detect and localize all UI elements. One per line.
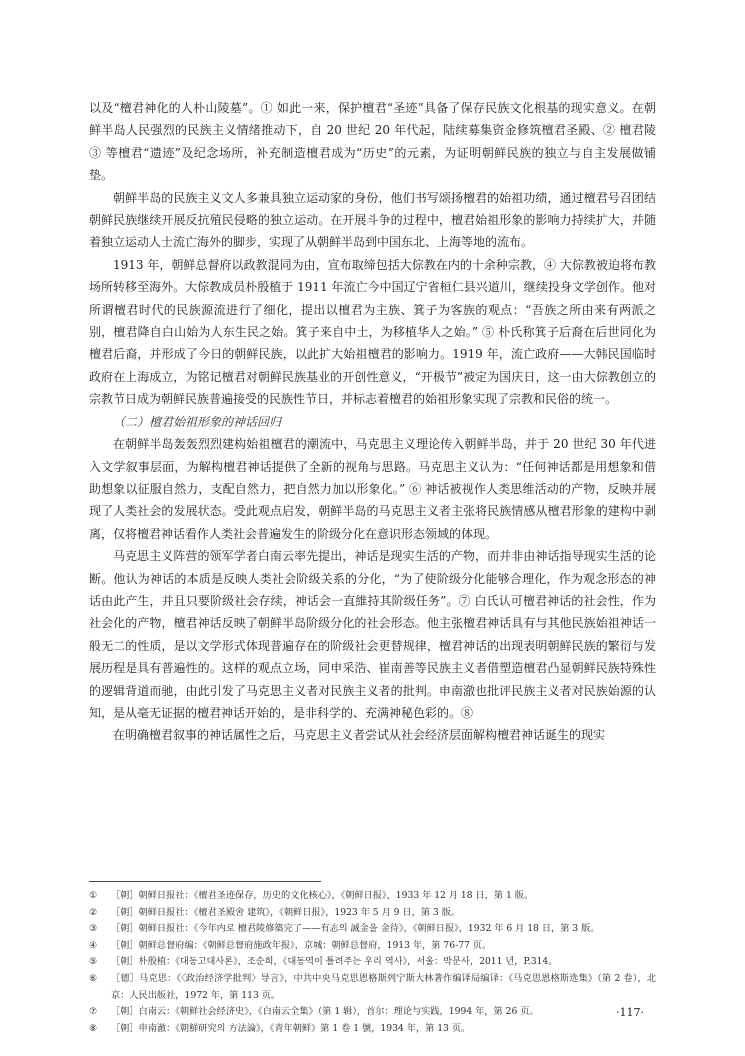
footnote-item — [89, 971, 656, 1004]
body-paragraph-3: 1913 年，朝鲜总督府以政教混同为由，宣布取缔包括大倧教在内的十余种宗教，④ 大倧教被迫将布教场所转移至海外。大倧教成员朴殷植于 1911 年流亡今中国辽宁省桓仁县兴道川，继续投身文学创作。他对所谓檀君时代的民族源流进行了细化，提出以檀君为主族、箕子为客族的观点：“吾族之所由来有两派之别，檀君降自白山始为人东生民之始。箕子来自中土，为移植华人之始。” ⑤ 朴氏称箕子后裔在后世同化为檀君后裔，并形成了今日的朝鲜民族，以此扩大始祖檀君的影响力。1919 年，流亡政府——大韩民国临时政府在上海成立，为铭记檀君对朝鲜民族基业的开创性意义，“开极节”被定为国庆日，这一由大倧教创立的宗教节日成为朝鲜民族普遍接受的民族性节日，并标志着檀君的始祖形象实现了宗教和民俗的统一。 — [89, 257, 656, 407]
body-paragraph-5: 马克思主义阵营的领军学者白南云率先提出，神话是现实生活的产物，而并非由神话指导现实生活的论断。他认为神话的本质是反映人类社会阶级关系的分化，“为了使阶级分化能够合理化，作为观念形态的神话由此产生，并且只要阶级社会存续，神话会一直維持其阶级任务”。⑦ 白氏认可檀君神话的社会性，作为社会化的产物，檀君神话反映了朝鲜半岛阶级分化的社会形态。他主张檀君神话具有与其他民族始祖神话一般无二的性质，是以文学形式体现普遍存在的阶级社会更替规律，檀君神话的出现表明朝鲜民族的繁衍与发展历程是具有普遍性的。这样的观点立场，同申采浩、崔南善等民族主义者借塑造檀君凸显朝鲜民族特殊性的逻辑背道而驰，由此引发了马克思主义者对民族主义者的批判。申南澈也批评民族主义者对民族始源的认知，是从毫无证据的檀君神话开始的，是非科学的、充满神秘色彩的。⑧ — [89, 549, 656, 720]
footnote-text: ［朝］朴殷植：《대동고대사론》，조순희，《대동역이 틀려주는 우리 역사》，서울：박문사，2011 년，P.314。 — [111, 956, 558, 968]
footnote-divider — [89, 881, 321, 882]
footnote-item — [89, 938, 656, 955]
article-body — [89, 97, 656, 747]
footnote-text: ［朝］朝鲜日报社：《今年内로 檀君陵修築完了——有志의 誠金을 金待》，《朝鲜日报》，1932 年 6 月 18 日，第 3 版。 — [111, 923, 600, 935]
footnote-number: ⑥ — [89, 972, 98, 984]
body-paragraph-4: 在朝鲜半岛轰轰烈烈建构始祖檀君的潮流中，马克思主义理论传入朝鲜半岛，并于 20 世纪 30 年代进入文学叙事层面，为解构檀君神话提供了全新的视角与思路。马克思主义认为：“任何神话都是用想象和借助想象以征服自然力，支配自然力，把自然力加以形象化。” ⑥ 神话被视作人类思维活动的产物，反映并展现了人类社会的发展状态。受此观点启发，朝鲜半岛的马克思主义者主张将民族情感从檀君形象的建构中剥离，仅将檀君神话看作人类社会普遍发生的阶级分化在意识形态领域的体现。 — [89, 437, 656, 541]
body-paragraph-6: 在明确檀君叙事的神话属性之后，马克思主义者尝试从社会经济层面解构檀君神话诞生的现实 — [113, 728, 606, 743]
body-paragraph-1: 以及“檀君神化的人朴山陵墓”。① 如此一来，保护檀君“圣迹”具备了保存民族文化根基的现实意义。在朝鲜半岛人民强烈的民族主义情绪推动下，自 20 世纪 20 年代起，陆续募集资金修筑檀君圣殿、② 檀君陵 ③ 等檀君“遗迹”及纪念场所，补充制造檀君成为“历史”的元素，为证明朝鲜民族的独立与自主发展做铺垫。 — [89, 101, 656, 183]
footnote-number: ⑧ — [89, 1022, 98, 1034]
page-number: ·117· — [616, 1006, 644, 1019]
footnote-item — [89, 888, 656, 905]
footnote-number: ① — [89, 890, 98, 901]
footnote-item — [89, 905, 656, 922]
footnote-number: ② — [89, 906, 98, 918]
footnote-item — [89, 954, 656, 971]
footnote-item — [89, 921, 656, 938]
footnote-number: ⑦ — [89, 1006, 98, 1018]
footnotes — [89, 888, 656, 1037]
footnote-text: ［朝］朝鲜总督府编：《朝鲜总督府施政年报》，京城：朝鲜总督府，1913 年，第 76-77 页。 — [111, 939, 492, 951]
footnote-text: ［朝］白南云：《朝鲜社会经济史》，《白南云全集》（第 1 辑），首尔：理论与实践，1994 年，第 26 页。 — [111, 1006, 539, 1018]
footnote-text: ［朝］朝鲜日报社：《檀君圣殿舍 建筑》，《朝鲜日报》，1923 年 5 月 9 日，第 3 版。 — [111, 906, 461, 918]
footnote-number: ③ — [89, 923, 98, 935]
footnote-text: ［德］马克思：《〈政治经济学批判〉导言》，中共中央马克思恩格斯列宁斯大林著作编译局编译：《马克思恩格斯选集》（第 2 卷），北京：人民出版社，1972 年，第 113 页。 — [111, 972, 656, 1001]
footnote-item — [89, 1021, 656, 1038]
footnote-number: ④ — [89, 939, 98, 951]
footnote-text: ［朝］申南澈：《朝鮮研究의 方法論》，《青年朝鲜》第 1 卷 1 號，1934 年，第 13 页。 — [111, 1022, 471, 1034]
body-paragraph-2: 朝鲜半岛的民族主义文人多兼具独立运动家的身份，他们书写颂扬檀君的始祖功绩，通过檀君号召团结朝鲜民族继续开展反抗殖民侵略的独立运动。在开展斗争的过程中，檀君始祖形象的影响力持续扩大，并随着独立运动人士流亡海外的脚步，实现了从朝鲜半岛到中国东北、上海等地的流布。 — [89, 190, 656, 250]
footnote-number: ⑤ — [89, 956, 98, 968]
footnote-text: ［朝］朝鲜日报社：《檀君圣迹保存，历史的文化核心》，《朝鲜日报》，1933 年 12 月 18 日，第 1 版。 — [111, 890, 534, 901]
footnote-item — [89, 1004, 656, 1021]
section-heading: （二）檀君始祖形象的神话回归 — [113, 414, 282, 429]
